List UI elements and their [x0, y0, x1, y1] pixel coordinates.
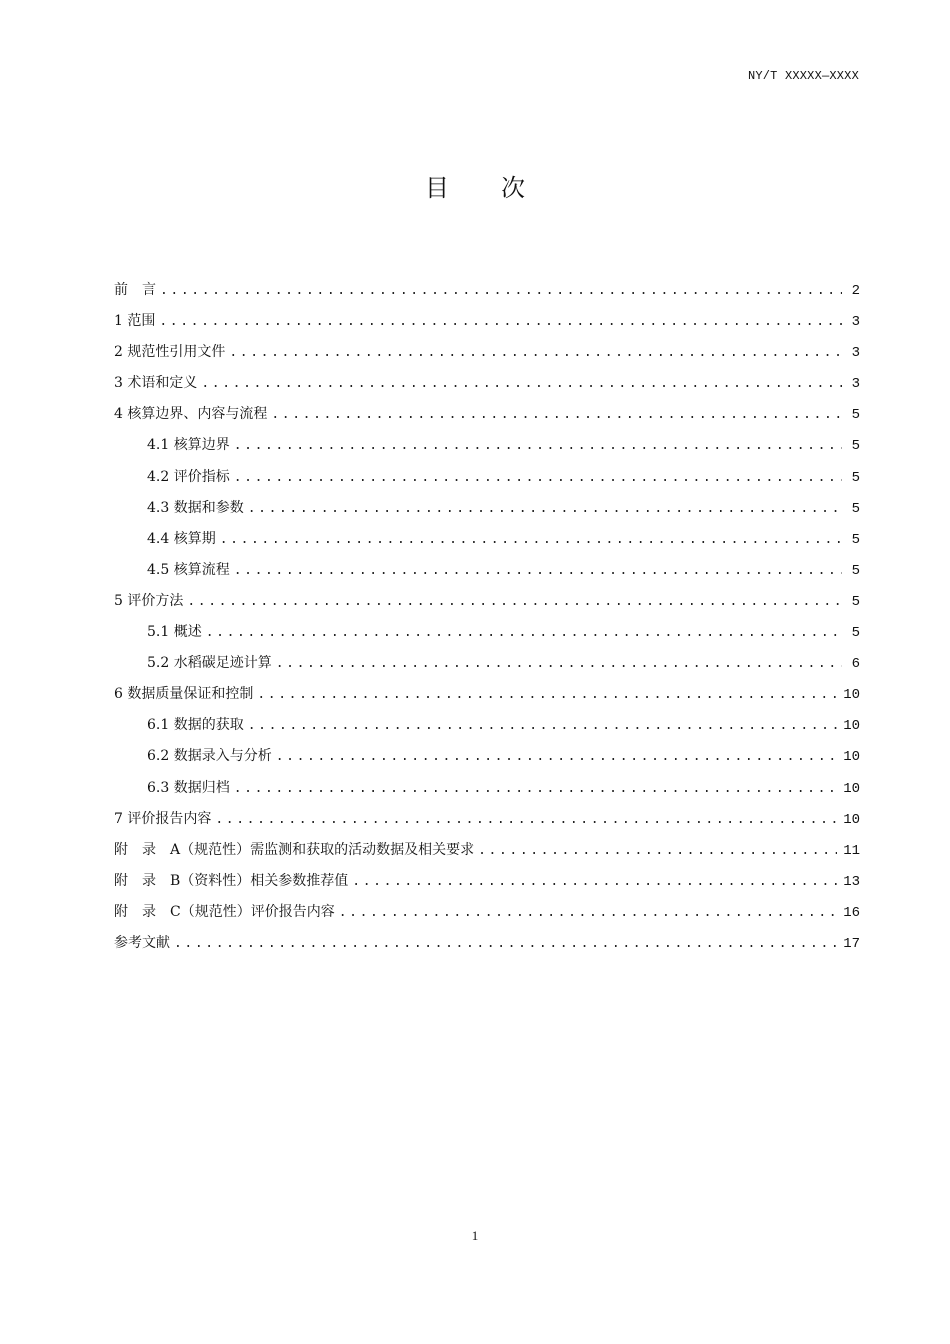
dot-leader	[201, 368, 842, 399]
dot-leader	[187, 586, 842, 617]
toc-entry-label: 7 评价报告内容	[114, 810, 212, 827]
page-title	[0, 168, 950, 203]
dot-leader	[339, 897, 837, 928]
toc-entry[interactable]	[114, 493, 860, 524]
toc-entry-label: 1 范围	[114, 313, 156, 330]
toc-entry[interactable]	[114, 710, 860, 741]
toc-entry-page: 10	[843, 811, 860, 828]
toc-entry-label: 3 术语和定义	[114, 375, 198, 392]
toc-entry-page: 5	[851, 469, 860, 486]
toc-entry-page: 3	[851, 345, 860, 362]
dot-leader	[234, 462, 842, 493]
dot-leader	[257, 679, 837, 710]
toc-entry-page: 5	[851, 562, 860, 579]
toc-entry[interactable]	[114, 679, 860, 710]
toc-entry-label: 4.3 数据和参数	[147, 499, 244, 516]
toc-entry-page: 17	[843, 935, 860, 952]
toc-entry-label: 5.2 水稻碳足迹计算	[147, 655, 272, 672]
toc-entry-label: 6.1 数据的获取	[147, 717, 244, 734]
dot-leader	[352, 866, 837, 897]
toc-entry-page: 6	[851, 656, 860, 673]
toc-entry-label: 4 核算边界、内容与流程	[114, 406, 268, 423]
dot-leader	[220, 524, 842, 555]
toc-entry[interactable]	[114, 835, 860, 866]
toc-entry-label: 4.4 核算期	[147, 530, 216, 547]
dot-leader	[478, 835, 837, 866]
toc-entry-page: 5	[851, 407, 860, 424]
toc-entry-label: 参考文献	[114, 934, 170, 951]
toc-entry-page: 13	[843, 873, 860, 890]
toc-entry-label: 附 录 A（规范性）需监测和获取的活动数据及相关要求	[114, 841, 475, 858]
toc-entry[interactable]	[114, 586, 860, 617]
toc-entry[interactable]	[114, 275, 860, 306]
toc-entry[interactable]	[114, 617, 860, 648]
toc-entry-label: 6.2 数据录入与分析	[147, 748, 272, 765]
toc-entry-label: 2 规范性引用文件	[114, 344, 226, 361]
dot-leader	[215, 804, 837, 835]
toc-entry-page: 10	[843, 780, 860, 797]
dot-leader	[234, 430, 842, 461]
toc-entry-page: 3	[851, 314, 860, 331]
toc-entry[interactable]	[114, 462, 860, 493]
toc-entry-label: 6 数据质量保证和控制	[114, 686, 254, 703]
toc-entry-label: 4.5 核算流程	[147, 561, 230, 578]
dot-leader	[271, 399, 842, 430]
dot-leader	[159, 306, 842, 337]
dot-leader	[234, 555, 842, 586]
toc-entry-page: 5	[851, 500, 860, 517]
toc-entry-label: 4.2 评价指标	[147, 468, 230, 485]
toc-entry[interactable]	[114, 928, 860, 959]
toc-entry-label: 5 评价方法	[114, 592, 184, 609]
toc-entry[interactable]	[114, 648, 860, 679]
toc-entry[interactable]	[114, 524, 860, 555]
toc-entry[interactable]	[114, 368, 860, 399]
toc-entry[interactable]	[114, 555, 860, 586]
toc-entry[interactable]	[114, 897, 860, 928]
toc-entry-page: 5	[851, 625, 860, 642]
toc-entry-page: 5	[851, 593, 860, 610]
toc-entry[interactable]	[114, 773, 860, 804]
dot-leader	[160, 275, 842, 306]
dot-leader	[248, 710, 837, 741]
toc-entry-page: 10	[843, 718, 860, 735]
toc-entry[interactable]	[114, 741, 860, 772]
toc-entry[interactable]	[114, 306, 860, 337]
toc-entry-page: 3	[851, 376, 860, 393]
toc-entry[interactable]	[114, 399, 860, 430]
page-title-part2: 次	[501, 174, 525, 202]
standard-code: NY/T XXXXX—XXXX	[747, 69, 859, 83]
toc-entry-page: 5	[851, 438, 860, 455]
dot-leader	[276, 741, 837, 772]
toc-entry[interactable]	[114, 866, 860, 897]
toc-entry-page: 11	[843, 842, 860, 859]
toc-entry[interactable]	[114, 337, 860, 368]
toc-entry-label: 附 录 B（资料性）相关参数推荐值	[114, 872, 349, 889]
dot-leader	[206, 617, 842, 648]
toc-entry-page: 16	[843, 904, 860, 921]
page-number: 1	[471, 1228, 479, 1243]
toc-entry-label: 附 录 C（规范性）评价报告内容	[114, 903, 335, 920]
dot-leader	[248, 493, 842, 524]
toc-entry-label: 6.3 数据归档	[147, 779, 230, 796]
toc-entry-page: 5	[851, 531, 860, 548]
toc-entry-page: 10	[843, 687, 860, 704]
toc-entry[interactable]	[114, 430, 860, 461]
dot-leader	[174, 928, 837, 959]
dot-leader	[234, 773, 837, 804]
dot-leader	[229, 337, 842, 368]
table-of-contents	[114, 275, 860, 959]
dot-leader	[276, 648, 842, 679]
toc-entry-label: 前 言	[114, 282, 156, 298]
toc-entry-label: 4.1 核算边界	[147, 437, 230, 454]
toc-entry[interactable]	[114, 804, 860, 835]
toc-entry-label: 5.1 概述	[147, 624, 202, 641]
page-title-part1: 目	[425, 174, 449, 202]
toc-entry-page: 10	[843, 749, 860, 766]
toc-entry-page: 2	[851, 283, 860, 299]
